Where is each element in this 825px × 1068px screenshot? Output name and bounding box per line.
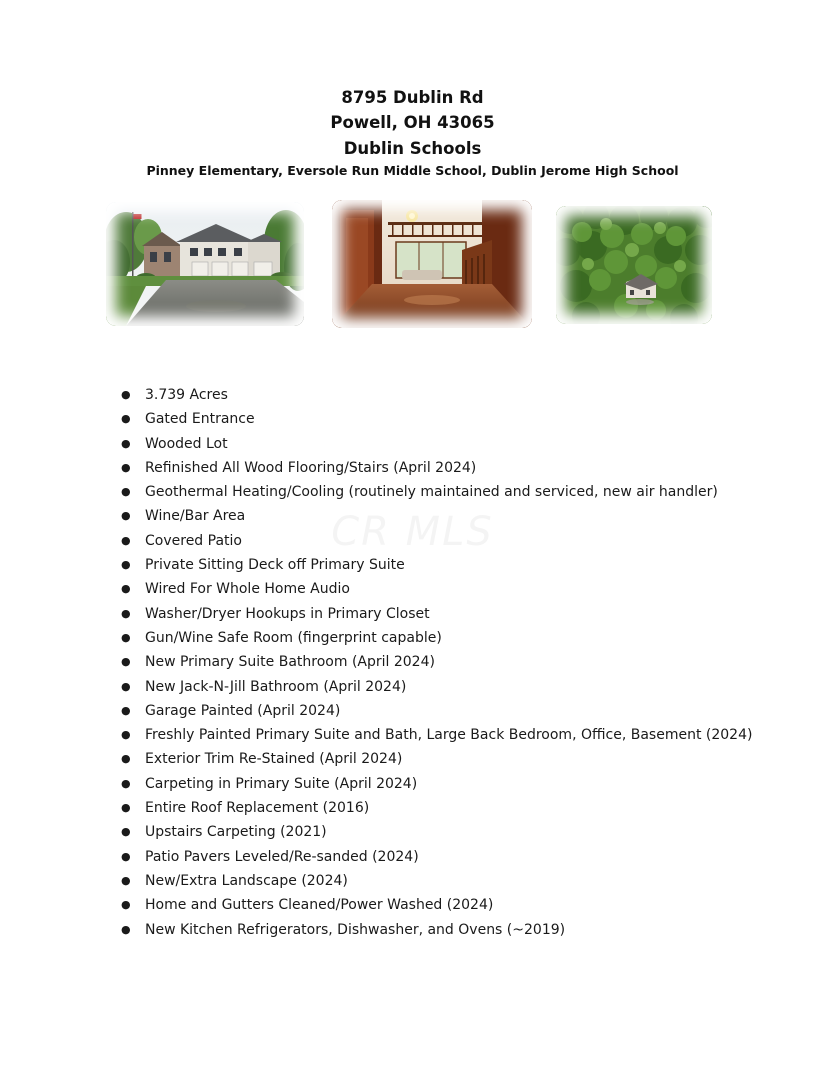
feature-item	[118, 529, 752, 553]
feature-text: New/Extra Landscape (2024)	[145, 872, 348, 889]
feature-text: Patio Pavers Leveled/Re-sanded (2024)	[145, 848, 419, 865]
feature-text: Refinished All Wood Flooring/Stairs (April 2024)	[145, 459, 477, 476]
feature-item	[118, 845, 752, 869]
feature-item	[118, 918, 752, 942]
feature-item	[118, 432, 752, 456]
school-district: Dublin Schools	[343, 139, 482, 158]
feature-item	[118, 602, 752, 626]
bullet-icon: ●	[121, 436, 131, 450]
bullet-icon: ●	[121, 485, 131, 499]
property-address: 8795 Dublin Rd	[341, 88, 484, 107]
bullet-icon: ●	[121, 655, 131, 669]
feature-text: Garage Painted (April 2024)	[145, 702, 341, 719]
property-city-state-zip: Powell, OH 43065	[330, 113, 495, 132]
bullet-icon: ●	[121, 898, 131, 912]
bullet-icon: ●	[121, 728, 131, 742]
feature-item	[118, 699, 752, 723]
bullet-icon: ●	[121, 412, 131, 426]
feature-item	[118, 820, 752, 844]
feature-item	[118, 626, 752, 650]
feature-item	[118, 723, 752, 747]
feature-item	[118, 456, 752, 480]
feature-item	[118, 480, 752, 504]
feature-text: New Jack-N-Jill Bathroom (April 2024)	[145, 678, 407, 695]
feature-text: Gun/Wine Safe Room (fingerprint capable)	[145, 629, 442, 646]
feature-text: New Primary Suite Bathroom (April 2024)	[145, 654, 435, 671]
feature-list	[118, 383, 752, 942]
bullet-icon: ●	[121, 582, 131, 596]
bullet-icon: ●	[121, 460, 131, 474]
bullet-icon: ●	[121, 801, 131, 815]
bullet-icon: ●	[121, 606, 131, 620]
bullet-icon: ●	[121, 776, 131, 790]
foyer-interior-photo	[332, 200, 532, 328]
feature-item	[118, 553, 752, 577]
feature-item	[118, 407, 752, 431]
bullet-icon: ●	[121, 752, 131, 766]
feature-item	[118, 675, 752, 699]
photo-row	[0, 200, 825, 330]
feature-text: Freshly Painted Primary Suite and Bath, Large Back Bedroom, Office, Basement (2024)	[145, 727, 753, 744]
bullet-icon: ●	[121, 679, 131, 693]
bullet-icon: ●	[121, 922, 131, 936]
feature-text: Covered Patio	[145, 532, 242, 549]
house-exterior-photo	[106, 202, 304, 326]
bullet-icon: ●	[121, 533, 131, 547]
feature-text: Geothermal Heating/Cooling (routinely maintained and serviced, new air handler)	[145, 484, 718, 501]
bullet-icon: ●	[121, 703, 131, 717]
bullet-icon: ●	[121, 873, 131, 887]
feature-text: Wired For Whole Home Audio	[145, 581, 350, 598]
feature-text: Wine/Bar Area	[145, 508, 246, 525]
feature-text: Wooded Lot	[145, 435, 228, 452]
feature-text: Exterior Trim Re-Stained (April 2024)	[145, 751, 403, 768]
bullet-icon: ●	[121, 630, 131, 644]
bullet-icon: ●	[121, 825, 131, 839]
bullet-icon: ●	[121, 558, 131, 572]
feature-item	[118, 772, 752, 796]
feature-text: 3.739 Acres	[145, 387, 228, 403]
feature-text: Home and Gutters Cleaned/Power Washed (2024)	[145, 897, 494, 914]
feature-item	[118, 650, 752, 674]
feature-item	[118, 383, 752, 407]
feature-text: New Kitchen Refrigerators, Dishwasher, and Ovens (~2019)	[145, 921, 566, 938]
feature-text: Entire Roof Replacement (2016)	[145, 800, 370, 817]
feature-text: Washer/Dryer Hookups in Primary Closet	[145, 605, 430, 622]
bullet-icon: ●	[121, 849, 131, 863]
bullet-icon: ●	[121, 388, 131, 401]
school-list: Pinney Elementary, Eversole Run Middle School, Dublin Jerome High School	[146, 163, 679, 178]
feature-item	[118, 504, 752, 528]
feature-item	[118, 577, 752, 601]
feature-item	[118, 869, 752, 893]
feature-text: Carpeting in Primary Suite (April 2024)	[145, 775, 418, 792]
feature-item	[118, 796, 752, 820]
feature-text: Gated Entrance	[145, 411, 255, 428]
aerial-wooded-lot-photo	[556, 206, 712, 324]
feature-text: Upstairs Carpeting (2021)	[145, 824, 327, 841]
feature-text: Private Sitting Deck off Primary Suite	[145, 557, 405, 574]
feature-item	[118, 747, 752, 771]
feature-item	[118, 893, 752, 917]
bullet-icon: ●	[121, 509, 131, 523]
